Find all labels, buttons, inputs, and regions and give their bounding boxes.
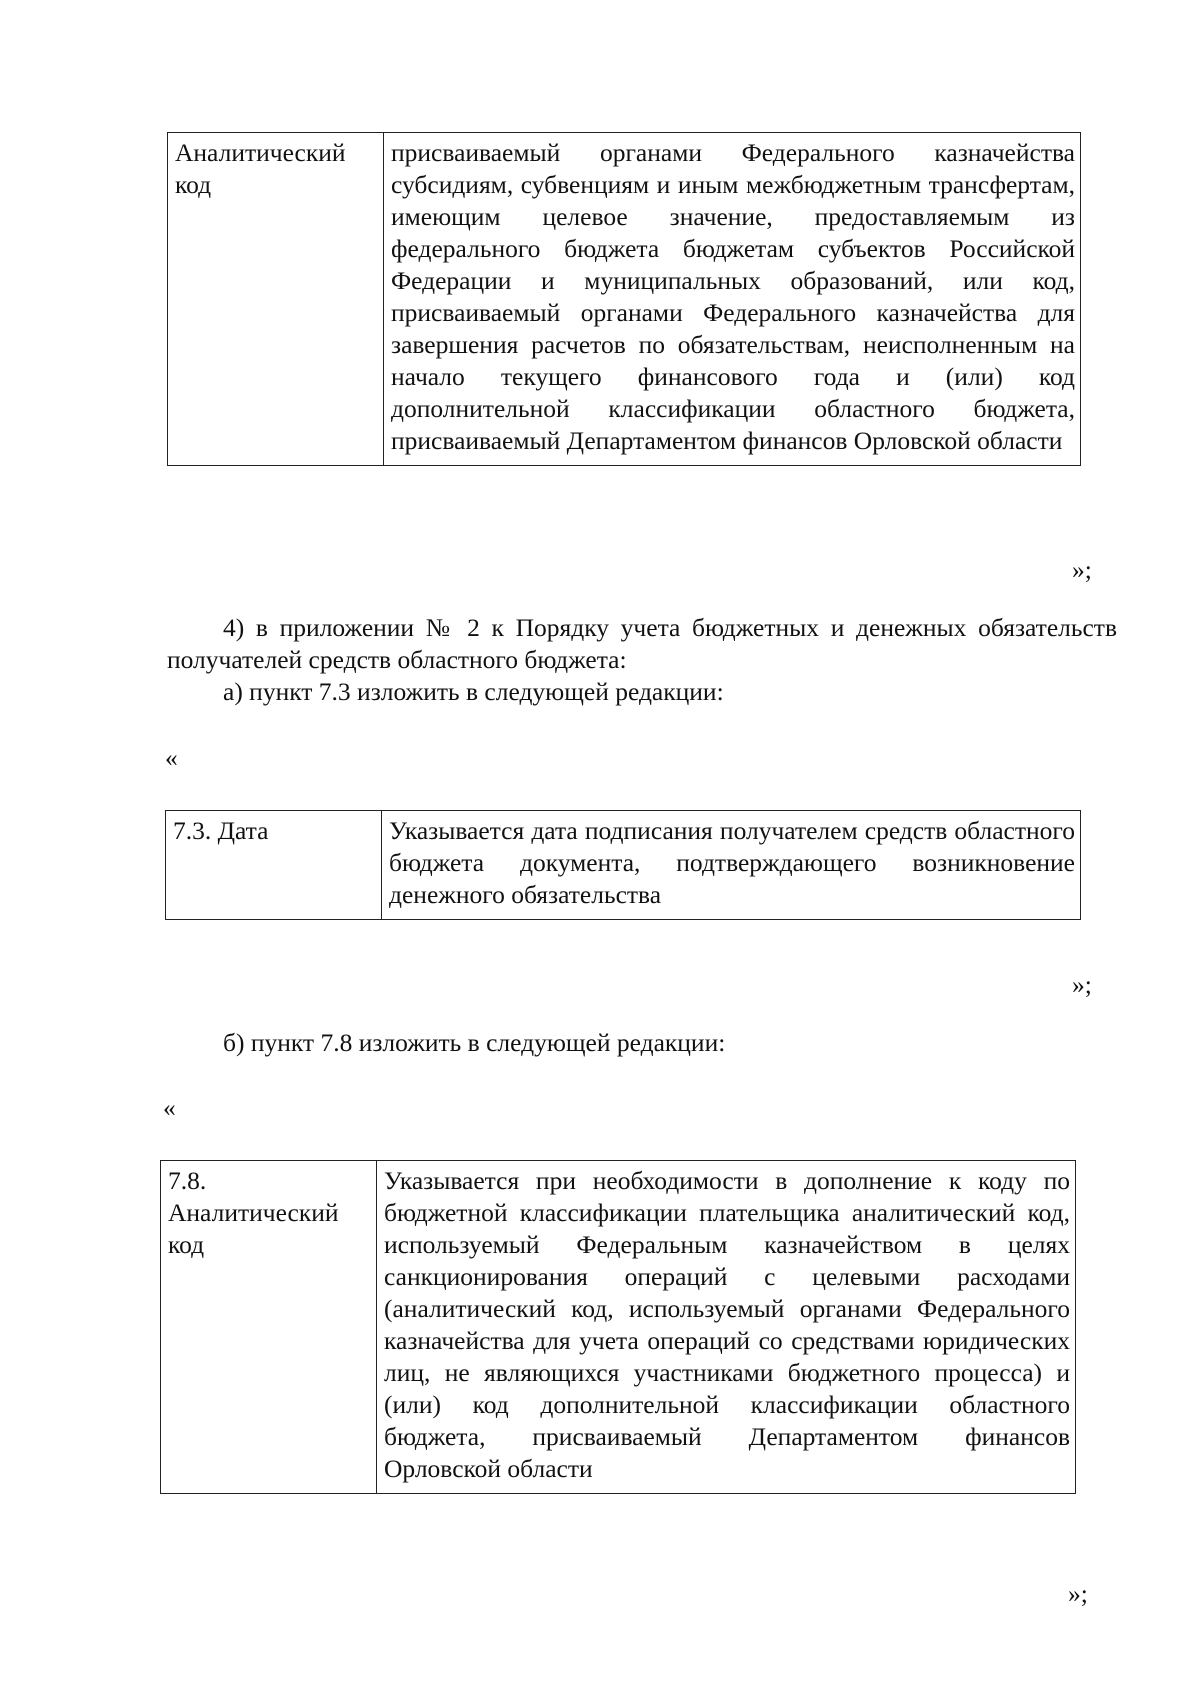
table-fragment-analytic-code <box>167 132 1081 466</box>
item-a-text: а) пункт 7.3 изложить в следующей редакции: <box>223 677 724 706</box>
closing-quote: »; <box>1072 555 1092 584</box>
row-description: присваиваемый органами Федерального казначейства субсидиям, субвенциям и иным межбюджетным трансфертам, имеющим целевое значение, предоставляемым из федерального бюджета бюджетам субъектов Российской Федерации и муниципальных образований, или код, присваиваемый органами Федерального казначейства для завершения расчетов по обязательствам, неисполненным на начало текущего финансового года и (или) код дополнительной классификации областного бюджета, присваиваемый Департаментом финансов Орловской области <box>384 133 1081 466</box>
table-row <box>168 133 1081 466</box>
item-b-text: б) пункт 7.8 изложить в следующей редакции: <box>223 1028 726 1057</box>
opening-quote: « <box>165 743 178 772</box>
table-row <box>166 811 1081 920</box>
row-label: Аналитический код <box>168 133 384 466</box>
opening-quote: « <box>163 1093 176 1122</box>
table-fragment-7-8 <box>160 1160 1076 1494</box>
closing-quote: »; <box>1072 970 1092 999</box>
paragraph-item-4-text: 4) в приложении № 2 к Порядку учета бюджетных и денежных обязательств получателей средств областного бюджета: <box>167 613 1117 674</box>
row-description: Указывается при необходимости в дополнение к коду по бюджетной классификации плательщика аналитический код, используемый Федеральным казначейством в целях санкционирования операций с целевыми расходами (аналитический код, используемый органами Федерального казначейства для учета операций со средствами юридических лиц, не являющихся участниками бюджетного процесса) и (или) код дополнительной классификации областного бюджета, присваиваемый Департаментом финансов Орловской области <box>377 1161 1076 1494</box>
table-fragment-7-3 <box>165 810 1081 920</box>
row-label: 7.3. Дата <box>166 811 382 920</box>
closing-quote: »; <box>1068 1579 1088 1608</box>
paragraph-item-4 <box>167 612 1117 676</box>
table-row <box>161 1161 1076 1494</box>
row-description: Указывается дата подписания получателем средств областного бюджета документа, подтверждающего возникновение денежного обязательства <box>382 811 1081 920</box>
row-label: 7.8. Аналитический код <box>161 1161 377 1494</box>
